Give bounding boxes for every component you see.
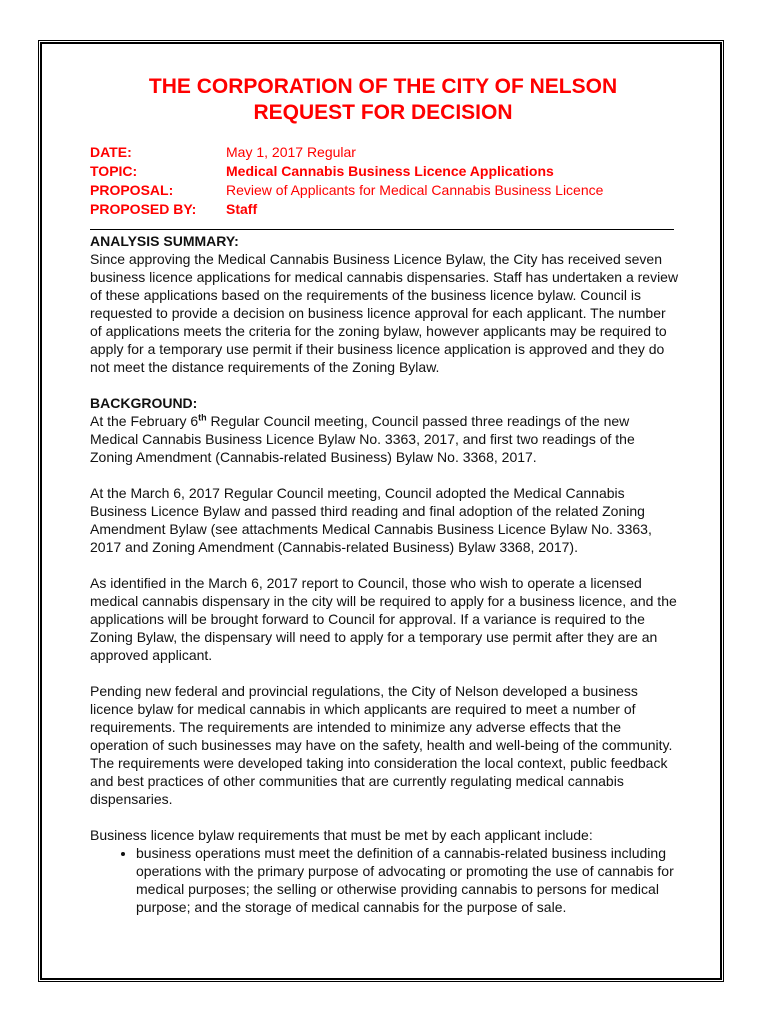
date-value: May 1, 2017 Regular: [226, 144, 356, 160]
proposal-value: Review of Applicants for Medical Cannabis Business Licence: [226, 182, 604, 198]
background-paragraph-2: At the March 6, 2017 Regular Council meeting, Council adopted the Medical Cannabis Business Licence Bylaw and passed third reading and final adoption of the related Zoning Amendment Bylaw (see attachments Medical Cannabis Business Licence Bylaw No. 3363, 2017 and Zoning Amendment (Cannabis-related Business) Bylaw 3368, 2017).: [90, 485, 652, 555]
document-body: [90, 232, 680, 916]
topic-label: TOPIC:: [90, 163, 138, 179]
p1-text-end: Regular Council meeting, Council passed three readings of the new Medical Cannabis Business Licence Bylaw No. 3363, 2017, and first two readings of the Zoning Amendment (Cannabis-related Business) Bylaw No. 3368, 2017.: [90, 413, 635, 465]
proposed-by-label: PROPOSED BY:: [90, 201, 197, 217]
document-title-line2: REQUEST FOR DECISION: [253, 101, 513, 124]
background-paragraph-3: As identified in the March 6, 2017 report to Council, those who wish to operate a licensed medical cannabis dispensary in the city will be required to apply for a business licence, and the applications will be brought forward to Council for approval. If a variance is required to the Zoning Bylaw, the dispensary will need to apply for a temporary use permit after they are an approved applicant.: [90, 575, 677, 663]
document-title-line1: THE CORPORATION OF THE CITY OF NELSON: [148, 75, 618, 98]
analysis-heading: ANALYSIS SUMMARY:: [90, 233, 239, 249]
topic-row: [90, 162, 603, 181]
proposal-row: [90, 181, 603, 200]
topic-value: Medical Cannabis Business Licence Applications: [226, 163, 554, 179]
p1-superscript: th: [198, 412, 207, 423]
background-heading: BACKGROUND:: [90, 395, 198, 411]
proposed-by-row: [90, 200, 603, 219]
date-row: [90, 143, 603, 162]
background-paragraph-4: Pending new federal and provincial regulations, the City of Nelson developed a business licence bylaw for medical cannabis in which applicants are required to meet a number of requirements. The requirements are intended to minimize any adverse effects that the operation of such businesses may have on the safety, health and well-being of the community. The requirements were developed taking into consideration the local context, public feedback and best practices of other communities that are currently regulating medical cannabis dispensaries.: [90, 683, 673, 807]
background-paragraph-1: [90, 412, 680, 466]
analysis-text: Since approving the Medical Cannabis Business Licence Bylaw, the City has received seven business licence applications for medical cannabis dispensaries. Staff has undertaken a review of these applications based on the requirements of the business licence bylaw. Council is requested to provide a decision on business licence approval for each applicant. The number of applications meets the criteria for the zoning bylaw, however applicants may be required to apply for a temporary use permit if their business licence application is approved and they do not meet the distance requirements of the Zoning Bylaw.: [90, 251, 679, 375]
list-item: • business operations must meet the definition of a cannabis-related business including operations with the primary purpose of advocating or promoting the use of cannabis for medical purposes; the selling or otherwise providing cannabis to persons for medical purpose; and the storage of medical cannabis for the purpose of sale.: [136, 844, 680, 916]
requirements-list: [90, 844, 680, 916]
date-label: DATE:: [90, 144, 132, 160]
meta-block: [90, 143, 603, 219]
background-paragraph-5: Business licence bylaw requirements that must be met by each applicant include:: [90, 827, 593, 843]
p1-text-start: At the February 6: [90, 413, 199, 429]
proposal-label: PROPOSAL:: [90, 182, 174, 198]
proposed-by-value: Staff: [226, 201, 258, 217]
separator-line: [90, 229, 674, 230]
